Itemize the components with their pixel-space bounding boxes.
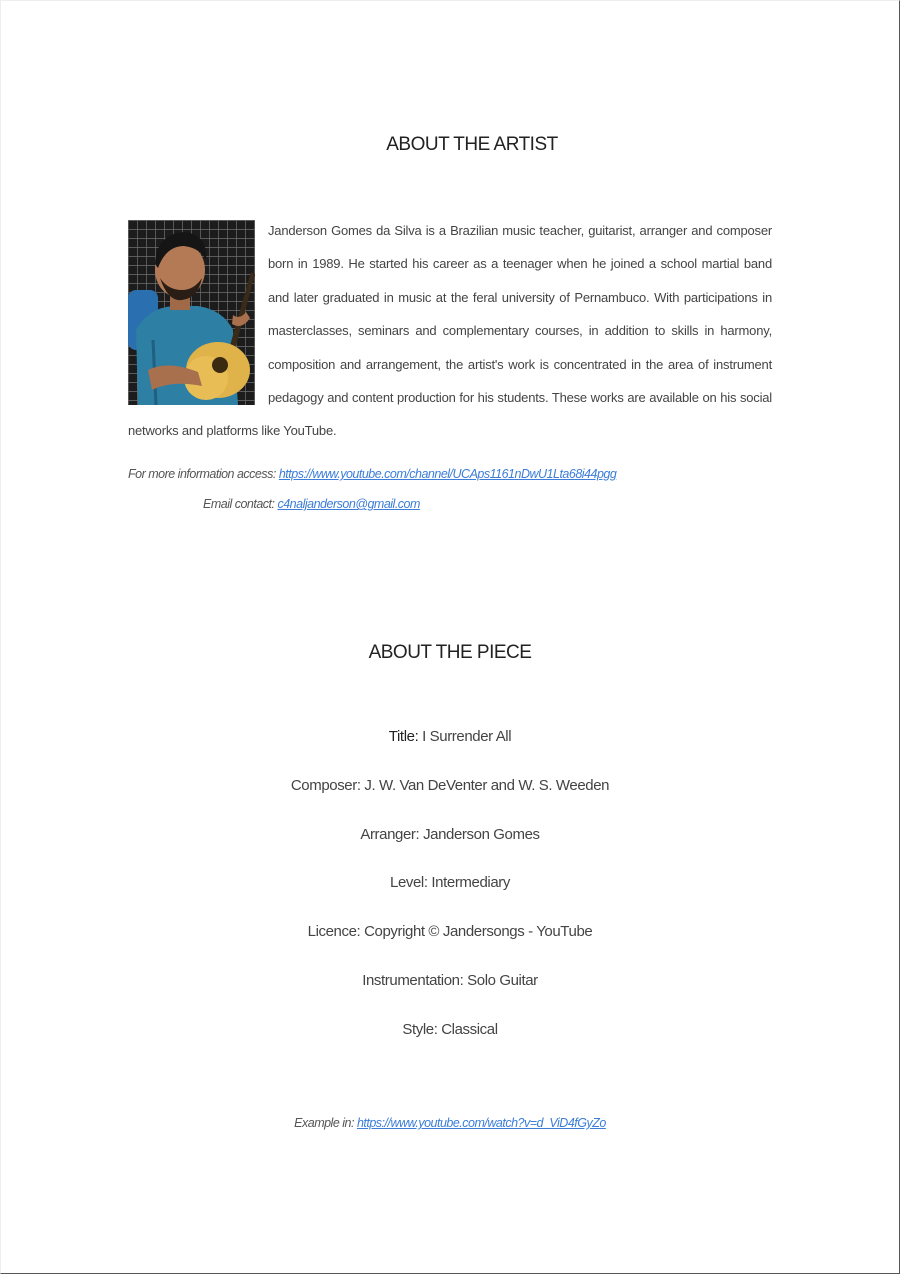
piece-level-label: Level: (390, 874, 428, 892)
artist-bio (128, 214, 772, 448)
piece-style (0, 1017, 900, 1066)
email-line (203, 497, 420, 511)
more-info-label: For more information access: (128, 467, 279, 481)
piece-instrumentation-value: Solo Guitar (463, 971, 538, 989)
piece-composer-value: J. W. Van DeVenter and W. S. Weeden (360, 776, 610, 794)
youtube-channel-link[interactable]: https://www.youtube.com/channel/UCAps1161nDwU1Lta68i44pgg (278, 467, 617, 481)
piece-heading: ABOUT THE PIECE (368, 642, 532, 663)
more-info-line (128, 467, 616, 481)
piece-title-value: I Surrender All (418, 728, 512, 745)
artist-photo-illustration (128, 220, 255, 405)
email-label: Email contact: (203, 497, 278, 511)
example-label: Example in: (294, 1116, 357, 1130)
artist-bio-text: Janderson Gomes da Silva is a Brazilian music teacher, guitarist, arranger and composer born in 1989. He started his career as a teenager when he joined a school martial band and later graduated in music at the feral university of Pernambuco. With participations in masterclasses, seminars and complementary courses, in addition to skills in harmony, composition and arrangement, the artist's work is concentrated in the area of instrument pedagogy and content production for his students. These works are available on his social networks and platforms like YouTube. (128, 223, 772, 439)
piece-licence-value: Copyright © Jandersongs - YouTube (360, 923, 593, 941)
piece-composer (0, 773, 900, 822)
piece-style-value: Classical (437, 1020, 498, 1038)
example-line (0, 1116, 900, 1130)
piece-instrumentation-label: Instrumentation: (362, 971, 464, 989)
piece-title-label: Title: (388, 728, 419, 745)
piece-arranger-value: Janderson Gomes (419, 825, 540, 843)
example-video-link[interactable]: https://www.youtube.com/watch?v=d_ViD4fGyZo (356, 1116, 606, 1130)
piece-details (0, 724, 900, 1066)
piece-level (0, 870, 900, 919)
piece-arranger (0, 822, 900, 871)
piece-composer-label: Composer: (290, 776, 361, 794)
piece-arranger-label: Arranger: (360, 825, 420, 843)
piece-style-label: Style: (402, 1020, 438, 1038)
artist-heading: ABOUT THE ARTIST (386, 134, 558, 155)
piece-instrumentation (0, 968, 900, 1017)
piece-licence (0, 919, 900, 968)
artist-photo (128, 220, 255, 405)
piece-title (0, 724, 900, 773)
email-link[interactable]: c4naljanderson@gmail.com (277, 497, 420, 511)
piece-licence-label: Licence: (307, 923, 361, 941)
piece-level-value: Intermediary (427, 874, 510, 892)
